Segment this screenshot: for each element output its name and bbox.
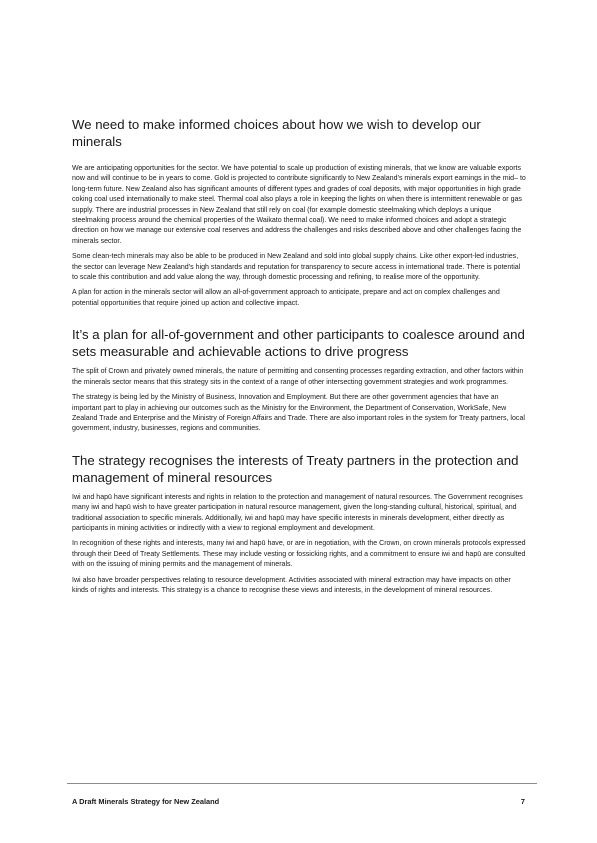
section-heading: It’s a plan for all-of-government and other participants to coalesce around and sets measurable and achievable actions to drive progress [72,327,525,360]
paragraph: A plan for action in the minerals sector will allow an all-of-government approach to anticipate, prepare and act on complex challenges and potential opportunities that require joined up action and collective impact. [72,289,500,307]
section-informed-choices [72,116,527,309]
section-all-of-government [72,326,527,434]
paragraph: Some clean-tech minerals may also be able to be produced in New Zealand and sold into global supply chains. Like other export-led industries, the sector can leverage New Zealand’s high standards and reputation for transparency to secure access in international trade. There is potential to scale this contribution and add value along the way, through domestic processing and refining, to realise more of the opportunity. [72,253,521,282]
page-content [72,116,527,601]
paragraph: The split of Crown and privately owned minerals, the nature of permitting and consenting processes regarding extraction, and other factors within the minerals sector means that this strategy sits in the context of a range of other intersecting government strategies and work programmes. [72,368,524,386]
page-number: 7 [520,797,525,806]
paragraph: Iwi and hapū have significant interests and rights in relation to the protection and management of natural resources. The Government recognises many iwi and hapū wish to have greater participation in natural resource management, given the long-standing cultural, historical, spiritual, and traditional association to specific minerals. Additionally, iwi and hapū may have specific interests in minerals development, either directly as participants in mining activities or indirectly with a view to regional employment and development. [72,493,523,532]
section-treaty-partners [72,452,527,597]
paragraph: We are anticipating opportunities for the sector. We have potential to scale up production of existing minerals, that we know are valuable exports now and will continue to be in years to come. Gold is projected to contribute significantly to New Zealand’s minerals export earnings in the mid– to long-term future. New Zealand also has significant amounts of different types and grades of coal deposits, with major opportunities in high grade coking coal used internationally to make steel. Thermal coal also plays a role in keeping the lights on when there is intermittent renewable or gas supply. There are industrial processes in New Zealand that still rely on coal (for example domestic steelmaking which deploys a unique steelmaking process around the chemical properties of the Waikato thermal coal). We need to make informed choices and adopt a strategic direction on how we manage our extensive coal reserves and address the challenges and risks described above and other challenges facing the minerals sector. [72,165,526,245]
footer-divider [67,783,537,784]
section-heading: The strategy recognises the interests of Treaty partners in the protection and management of mineral resources [72,452,519,485]
footer-document-title: A Draft Minerals Strategy for New Zealand [72,797,220,806]
section-heading: We need to make informed choices about how we wish to develop our minerals [72,117,481,149]
paragraph: The strategy is being led by the Ministry of Business, Innovation and Employment. But there are other government agencies that have an important part to play in achieving our outcomes such as the Ministry for the Environment, the Department of Conservation, WorkSafe, New Zealand Trade and Enterprise and the Ministry of Foreign Affairs and Trade. There are also important roles in the system for Treaty partners, local government, industry, businesses, regions and communities. [72,394,525,433]
paragraph: In recognition of these rights and interests, many iwi and hapū have, or are in negotiation, with the Crown, on crown minerals protocols expressed through their Deed of Treaty Settlements. These may include vesting or fossicking rights, and a commitment to ensure iwi and hapū are consulted with on the issuing of mining permits and the management of minerals. [72,540,526,569]
paragraph: Iwi also have broader perspectives relating to resource development. Activities associated with mineral extraction may have impacts on other kinds of rights and interests. This strategy is a chance to recognise these views and interests, in the development of mineral resources. [72,576,511,594]
